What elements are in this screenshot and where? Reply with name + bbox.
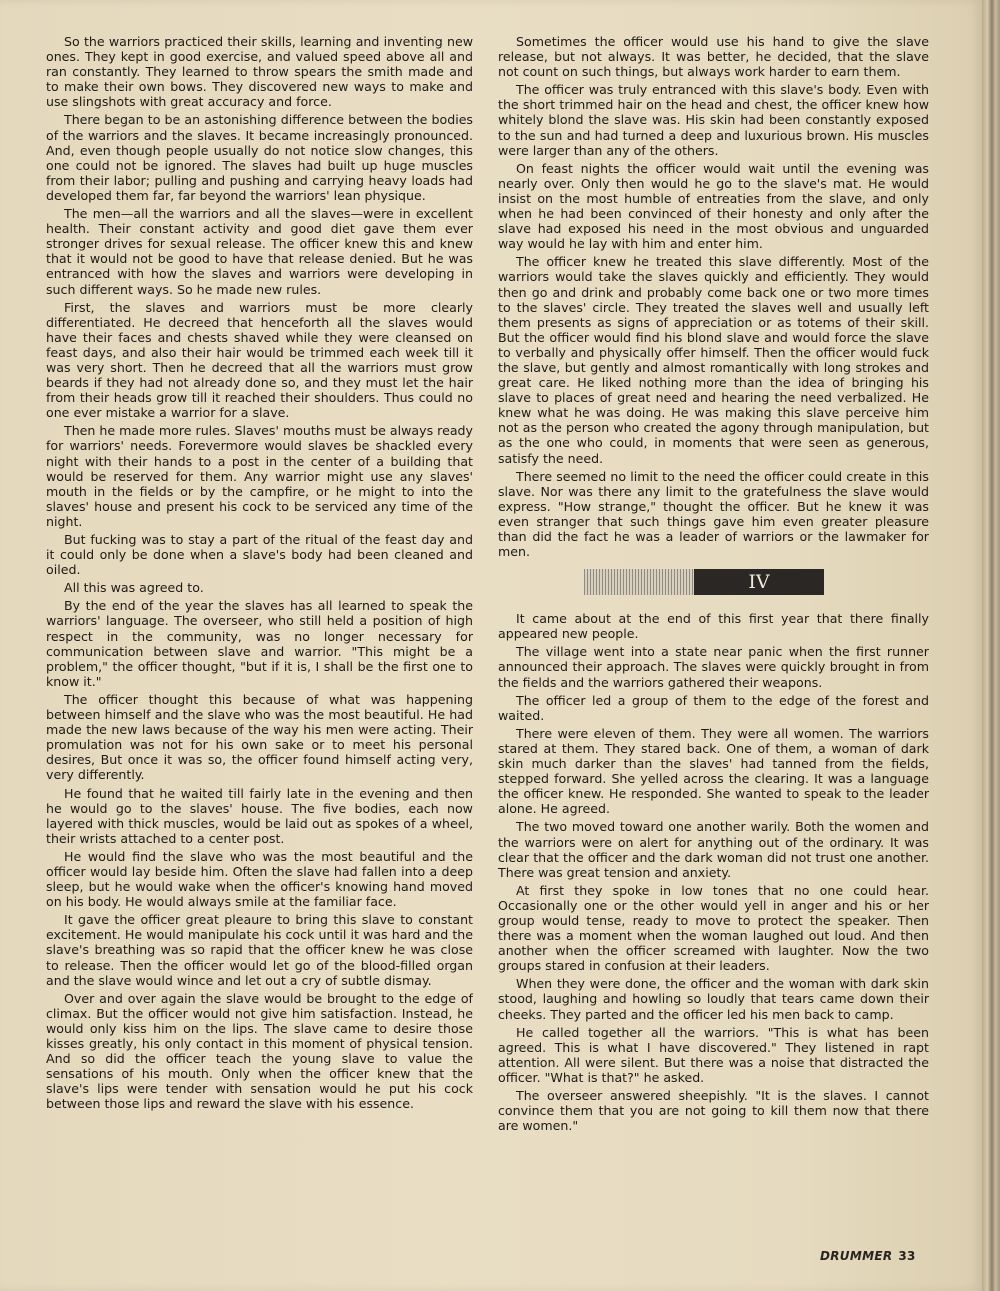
paragraph: The village went into a state near panic when the first runner announced their approach. The slaves were quickly brought in from the fields and the warriors gathered their weapons.: [498, 644, 929, 690]
paragraph: Sometimes the officer would use his hand to give the slave release, but not always. It was better, he decided, that the slave not count on such things, but always work harder to earn them.: [498, 34, 929, 80]
paragraph: It came about at the end of this first year that there finally appeared new people.: [498, 611, 929, 642]
paragraph: But fucking was to stay a part of the ritual of the feast day and it could only be done when a slave's body had been cleaned and oiled.: [46, 532, 473, 578]
paragraph: He found that he waited till fairly late in the evening and then he would go to the slaves' house. The five bodies, each now layered with thick muscles, would be laid out as spokes of a wheel, their wrists attached to a center post.: [46, 785, 473, 846]
right-column: [498, 34, 929, 1136]
page-footer: [820, 1249, 916, 1263]
left-column: [46, 34, 473, 1114]
paragraph: The officer knew he treated this slave differently. Most of the warriors would take the slaves quickly and efficiently. They would then go and drink and probably come back one or two more times to the slaves' circle. They treated the slaves well and usually left them presents as signs of appreciation or as totems of their skill. But the officer would find his blond slave and would force the slave to verbally and physically offer himself. Then the officer would fuck the slave, but gently and almost romantically with long strokes and great care. He liked nothing more than the idea of bringing his slave to places of great need and hearing the need verbalized. He knew what he was doing. He was making this slave perceive him not as the person who created the agony through manipulation, but as the one who could, in moments that were seen as generous, satisfy the need.: [498, 254, 929, 466]
paragraph: First, the slaves and warriors must be more clearly differentiated. He decreed that henceforth all the slaves would have their faces and chests shaved while they were cleansed on feast days, and also their hair would be trimmed each week till it was very short. Then he decreed that all the warriors must grow beards if they had not already done so, and they must let the hair from their heads grow till it reached their shoulders. Thus could no one ever mistake a warrior for a slave.: [46, 299, 473, 421]
paragraph: He called together all the warriors. "This is what has been agreed. This is what I have discovered." They listened in rapt attention. All were silent. But there was a noise that distracted the officer. "What is that?" he asked.: [498, 1024, 929, 1085]
paragraph: The overseer answered sheepishly. "It is the slaves. I cannot convince them that you are not going to kill them now that there are women.": [498, 1088, 929, 1134]
paragraph: There were eleven of them. They were all women. The warriors stared at them. They stared back. One of them, a woman of dark skin much darker than the slaves' had tanned from the fields, stepped forward. She yelled across the clearing. It was a language the officer knew. He responded. She wanted to speak to the leader alone. He agreed.: [498, 725, 929, 817]
magazine-name: DRUMMER: [820, 1249, 893, 1263]
paragraph: There began to be an astonishing difference between the bodies of the warriors and the slaves. It became increasingly pronounced. And, even though people usually do not notice slow changes, this one could not be ignored. The slaves had built up huge muscles from their labor; pulling and pushing and carrying heavy loads had developed them far, far beyond the warriors' lean physique.: [46, 112, 473, 203]
paragraph: Then he made more rules. Slaves' mouths must be always ready for warriors' needs. Forevermore would slaves be shackled every night with their hands to a post in the center of a building that would be reserved for them. Any warrior might use any slaves' mouth in the fields or by the campfire, or he might to into the slaves' house and present his cock to be serviced any time of the night.: [46, 423, 473, 529]
paragraph: The two moved toward one another warily. Both the women and the warriors were on alert for anything out of the ordinary. It was clear that the officer and the dark woman did not trust one another. There was great tension and anxiety.: [498, 819, 929, 880]
binding-edge: [982, 0, 1000, 1291]
paragraph: It gave the officer great pleaure to bring this slave to constant excitement. He would manipulate his cock until it was hard and the slave's breathing was so rapid that the officer knew he was close to release. Then the officer would let go of the blood-filled organ and the slave would wince and let out a cry of subtle dismay.: [46, 912, 473, 988]
page-number: 33: [898, 1249, 916, 1263]
paragraph: The men—all the warriors and all the slaves—were in excellent health. Their constant activity and good diet gave them ever stronger drives for sexual release. The officer knew this and knew that it would not be good to have that release denied. But he was entranced with how the slaves and warriors were developing in such different ways. So he made new rules.: [46, 206, 473, 297]
paragraph: The officer led a group of them to the edge of the forest and waited.: [498, 692, 929, 723]
paragraph: At first they spoke in low tones that no one could hear. Occasionally one or the other would yell in anger and his or her group would tense, ready to move to protect the speaker. Then there was a moment when the woman laughed out loud. And then another when the officer screamed with laughter. Now the two groups stared in confusion at their leaders.: [498, 882, 929, 974]
chapter-heading: [498, 567, 929, 597]
paragraph: The officer was truly entranced with this slave's body. Even with the short trimmed hair on the head and chest, the officer knew how whitely blond the slave was. His skin had been constantly exposed to the sun and had turned a deep and luxurious brown. His muscles were larger than any of the others.: [498, 82, 929, 158]
paragraph: The officer thought this because of what was happening between himself and the slave who was the most beautiful. He had made the new laws because of the way his men were acting. Their promulation was not for his own sake or to meet his personal desires, But once it was so, the officer found himself acting very, very differently.: [46, 691, 473, 783]
chapter-numeral: IV: [694, 569, 824, 595]
paragraph: So the warriors practiced their skills, learning and inventing new ones. They kept in good exercise, and valued speed above all and ran constantly. They learned to throw spears the smith made and to make their own bows. They discovered new ways to make and use slingshots with great accuracy and force.: [46, 34, 473, 110]
paragraph: By the end of the year the slaves has all learned to speak the warriors' language. The overseer, who still held a position of high respect in the community, was no longer necessary for communication between slave and warrior. "This might be a problem," the officer thought, "but if it is, I shall be the first one to know it.": [46, 598, 473, 689]
paragraph: On feast nights the officer would wait until the evening was nearly over. Only then would he go to the slave's mat. He would insist on the most humble of entreaties from the slave, and only when he had been convinced of their honesty and only after the slave had exposed his need in the most obvious and unguarded way would he lay with him and enter him.: [498, 160, 929, 252]
paragraph: He would find the slave who was the most beautiful and the officer would lay beside him. Often the slave had fallen into a deep sleep, but he would wake when the officer's knowing hand moved on his body. He would always smile at the familiar face.: [46, 848, 473, 910]
chapter-hatch-ornament: [584, 569, 694, 595]
paragraph: There seemed no limit to the need the officer could create in this slave. Nor was there any limit to the gratefulness the slave would express. "How strange," thought the officer. But he knew it was even stranger that such things gave him even greater pleasure than did the fact he was a leader of warriors or the lawmaker for men.: [498, 468, 929, 560]
paragraph: When they were done, the officer and the woman with dark skin stood, laughing and howling so loudly that tears came down their cheeks. They parted and the officer led his men back to camp.: [498, 976, 929, 1022]
paragraph: Over and over again the slave would be brought to the edge of climax. But the officer would not give him satisfaction. Instead, he would only kiss him on the lips. The slave came to desire those kisses greatly, his only contact in this moment of physical tension. And so did the officer teach the young slave to value the sensations of his mouth. Only when the officer knew that the slave's lips were tender with sensation would he put his cock between those lips and reward the slave with his essence.: [46, 990, 473, 1112]
paragraph: All this was agreed to.: [64, 580, 204, 596]
